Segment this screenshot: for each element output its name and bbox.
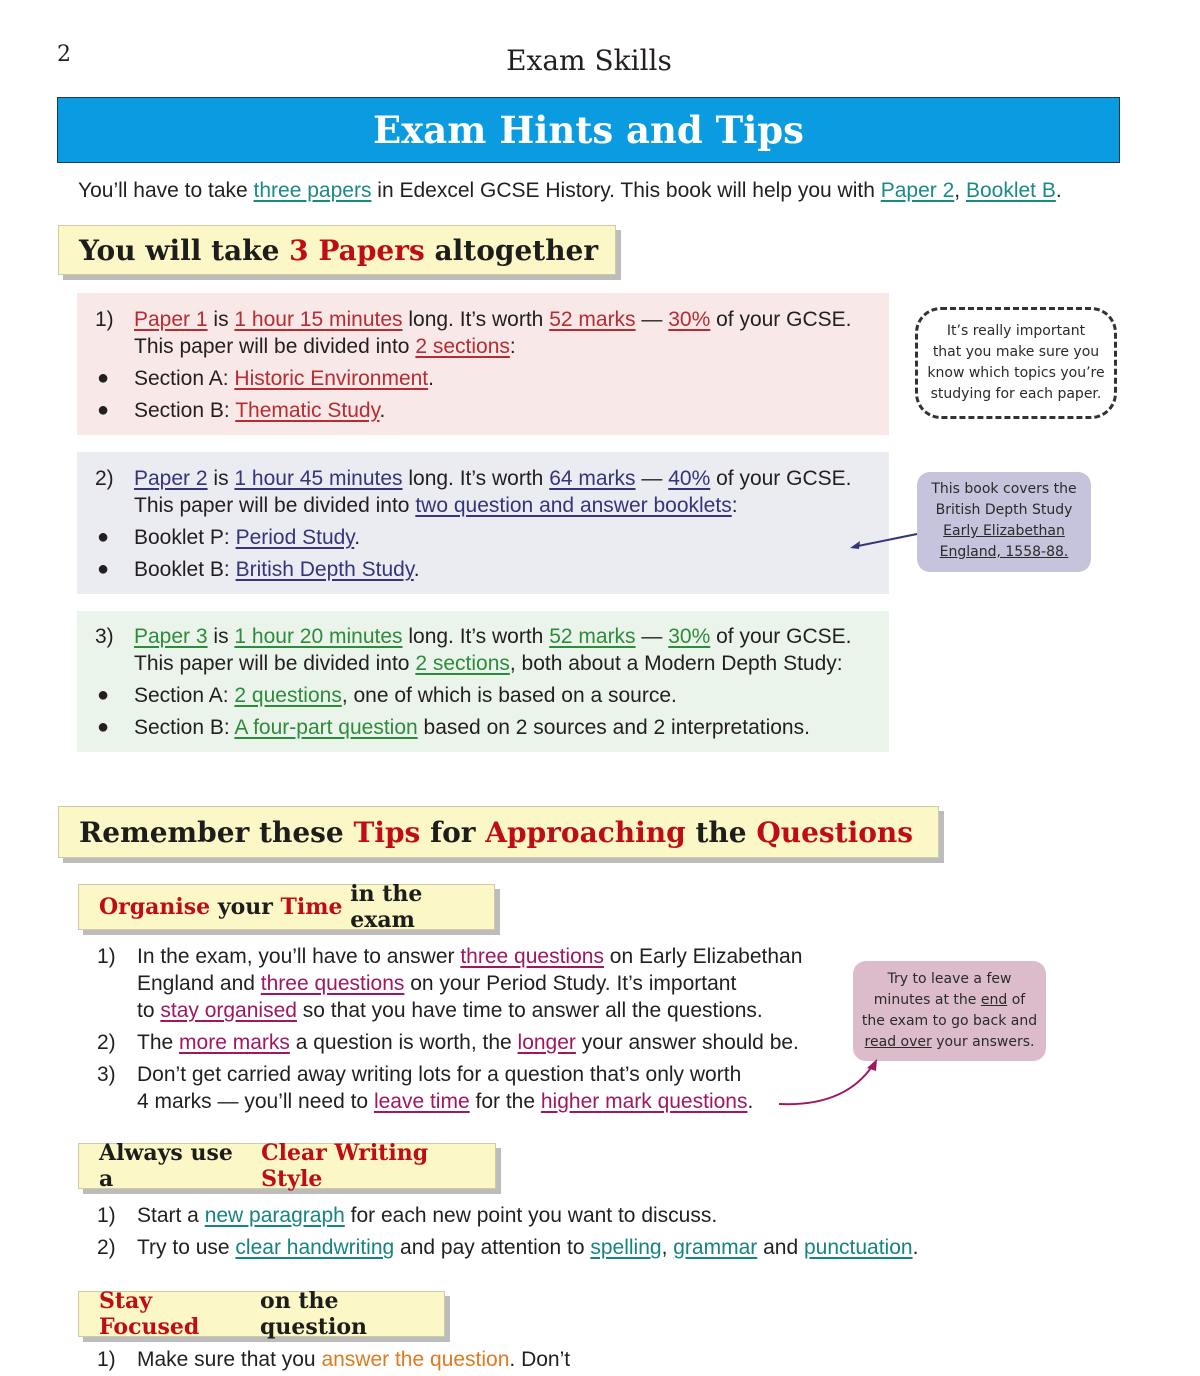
title-banner [57,97,1120,163]
intro-part: , [954,179,966,202]
highlight: higher mark questions [540,1090,748,1113]
heading-part: You will take [79,233,280,267]
text: This paper will be divided into [134,335,416,358]
subheading-organise-time [78,881,495,933]
text: Make sure that you [137,1348,322,1371]
text: a question is worth, the [289,1031,518,1054]
text: This paper will be divided into [134,494,416,517]
text: . [912,1236,919,1259]
item-number: 3) [95,625,114,648]
text: Section B: [134,716,235,739]
highlight: answer the question [321,1348,510,1371]
highlight: new paragraph [204,1204,345,1227]
note-line: studying for each paper. [930,386,1102,402]
text: to [137,999,161,1022]
item-number: 2) [95,467,114,490]
bullet-icon: ● [97,716,110,738]
bullet-icon: ● [97,367,110,389]
heading-emphasis: Approaching [485,815,686,849]
curved-arrow-icon [775,1055,885,1110]
note-text: of [1007,992,1026,1008]
paper-sections: two question and answer booklets [415,494,732,517]
heading-part: for [430,815,476,849]
note-line: England, 1558-88. [939,544,1069,560]
intro-text [78,179,1062,203]
text: on your Period Study. It’s important [404,972,737,995]
subheading-writing-style [78,1140,496,1192]
text: Section B: [134,399,236,422]
note-line: British Depth Study [935,502,1073,518]
bullet-icon: ● [97,526,110,548]
paper-percent: 30% [668,308,711,331]
note-emphasis: read over [864,1034,932,1050]
note-line: This book covers the [931,481,1077,497]
section-topic: Historic Environment [234,367,429,390]
paper-duration: 1 hour 45 minutes [234,467,403,490]
highlight: more marks [179,1031,290,1054]
text: . [413,558,420,581]
text: . [379,399,386,422]
intro-highlight-three-papers: three papers [253,179,372,202]
text: : [509,335,516,358]
intro-part: . [1055,179,1062,202]
heading-emphasis: Organise [99,894,211,920]
paper-marks: 52 marks [549,308,636,331]
text: This paper will be divided into [134,652,416,675]
note-emphasis: end [980,992,1008,1008]
text: for the [469,1090,541,1113]
page-title: Exam Hints and Tips [373,108,804,152]
paper-3-panel [77,611,889,752]
highlight: spelling [590,1236,662,1259]
text: . Don’t [509,1348,571,1371]
text: of your GCSE. [710,308,852,331]
heading-emphasis: Stay Focused [99,1288,200,1340]
heading-emphasis: Tips [353,815,421,849]
writing-tips-list [97,1202,997,1262]
item-number: 2) [97,1236,116,1259]
text: Don’t get carried away writing lots for a question that’s only worth [137,1063,742,1086]
item-number: 2) [97,1031,116,1054]
highlight: three questions [260,972,405,995]
note-line: Early Elizabethan [943,523,1065,539]
text: your answer should be. [575,1031,799,1054]
heading-part: in the exam [350,881,423,933]
text: , [661,1236,674,1259]
item-number: 1) [95,308,114,331]
text: based on 2 sources and 2 interpretations. [417,716,810,739]
bullet-icon: ● [97,684,110,706]
section-topic: A four-part question [234,716,418,739]
note-text: minutes at the [873,992,981,1008]
item-number: 1) [97,945,116,968]
paper-marks: 52 marks [549,625,636,648]
note-book-covers [917,472,1091,572]
paper-sections: 2 sections [415,652,510,675]
text: , both about a Modern Depth Study: [509,652,843,675]
running-head: Exam Skills [506,44,672,77]
note-line: It’s really important [946,323,1086,339]
highlight: clear handwriting [235,1236,395,1259]
text: In the exam, you’ll have to answer [137,945,461,968]
focus-tips-list [97,1346,797,1376]
text: Section A: [134,684,235,707]
note-leave-time [853,961,1046,1061]
paper-percent: 30% [668,625,711,648]
heading-part: the [695,815,747,849]
paper-marks: 64 marks [549,467,636,490]
note-important [915,307,1117,419]
note-line: Try to leave a few [887,971,1012,987]
section-topic: Thematic Study [235,399,380,422]
text: for each new point you want to discuss. [344,1204,718,1227]
text: of your GCSE. [710,467,852,490]
text: long. It’s worth [402,308,550,331]
highlight: leave time [373,1090,470,1113]
text: Try to use [137,1236,236,1259]
text: is [207,308,235,331]
paper-name: Paper 1 [134,308,208,331]
highlight: punctuation [803,1236,913,1259]
text: : [731,494,738,517]
item-number: 3) [97,1063,116,1086]
intro-part: You’ll have to take [78,179,254,202]
text: of your GCSE. [710,625,852,648]
subheading-stay-focused [78,1288,445,1340]
text: . [428,367,434,390]
item-number: 1) [97,1348,116,1371]
text: so that you have time to answer all the questions. [296,999,763,1022]
text: 4 marks — you’ll need to [137,1090,374,1113]
heading-part: on the question [260,1288,367,1340]
bullet-icon: ● [97,558,110,580]
heading-part: Remember these [79,815,344,849]
intro-highlight-paper-2: Paper 2 [880,179,955,202]
paper-1-panel [77,293,889,435]
paper-name: Paper 2 [134,467,208,490]
heading-part: Always use a [99,1140,233,1192]
paper-duration: 1 hour 20 minutes [234,625,403,648]
note-line: know which topics you’re [927,365,1105,381]
time-tips-list [97,943,837,1113]
note-line: the exam to go back and [861,1013,1038,1029]
text: Booklet P: [134,526,236,549]
text: The [137,1031,180,1054]
heading-part: your [217,894,273,920]
section-heading-tips [58,806,939,858]
paper-sections: 2 sections [415,335,510,358]
paper-percent: 40% [668,467,711,490]
text: — [635,625,669,648]
text: — [635,308,669,331]
text: is [207,625,235,648]
text: Start a [137,1204,205,1227]
arrow-icon [845,528,920,553]
note-text: your answers. [931,1034,1035,1050]
text: , one of which is based on a source. [341,684,677,707]
page-number: 2 [57,42,71,67]
section-heading-papers [58,225,616,275]
intro-highlight-booklet-b: Booklet B [965,179,1056,202]
paper-name: Paper 3 [134,625,208,648]
intro-part: in Edexcel GCSE History. This book will help you with [371,179,881,202]
text: Booklet B: [134,558,236,581]
section-topic: British Depth Study [235,558,414,581]
text: on Early Elizabethan [603,945,803,968]
text: . [354,526,361,549]
section-topic: 2 questions [234,684,342,707]
paper-duration: 1 hour 15 minutes [234,308,403,331]
text: and [757,1236,804,1259]
text: Section A: [134,367,235,390]
highlight: longer [517,1031,576,1054]
highlight: grammar [673,1236,758,1259]
text: England and [137,972,261,995]
heading-emphasis: Questions [756,815,914,849]
heading-emphasis: Time [280,894,343,920]
bullet-icon: ● [97,399,110,421]
text: and pay attention to [394,1236,591,1259]
text: is [207,467,235,490]
text: long. It’s worth [402,467,550,490]
heading-emphasis: Clear Writing Style [261,1140,429,1192]
text: long. It’s worth [402,625,550,648]
heading-part: altogether [434,233,599,267]
highlight: three questions [460,945,604,968]
text: . [747,1090,754,1113]
paper-2-panel [77,452,889,594]
section-topic: Period Study [235,526,355,549]
highlight: stay organised [160,999,297,1022]
item-number: 1) [97,1204,116,1227]
text: — [635,467,669,490]
note-line: that you make sure you [932,344,1100,360]
heading-emphasis: 3 Papers [289,233,425,267]
